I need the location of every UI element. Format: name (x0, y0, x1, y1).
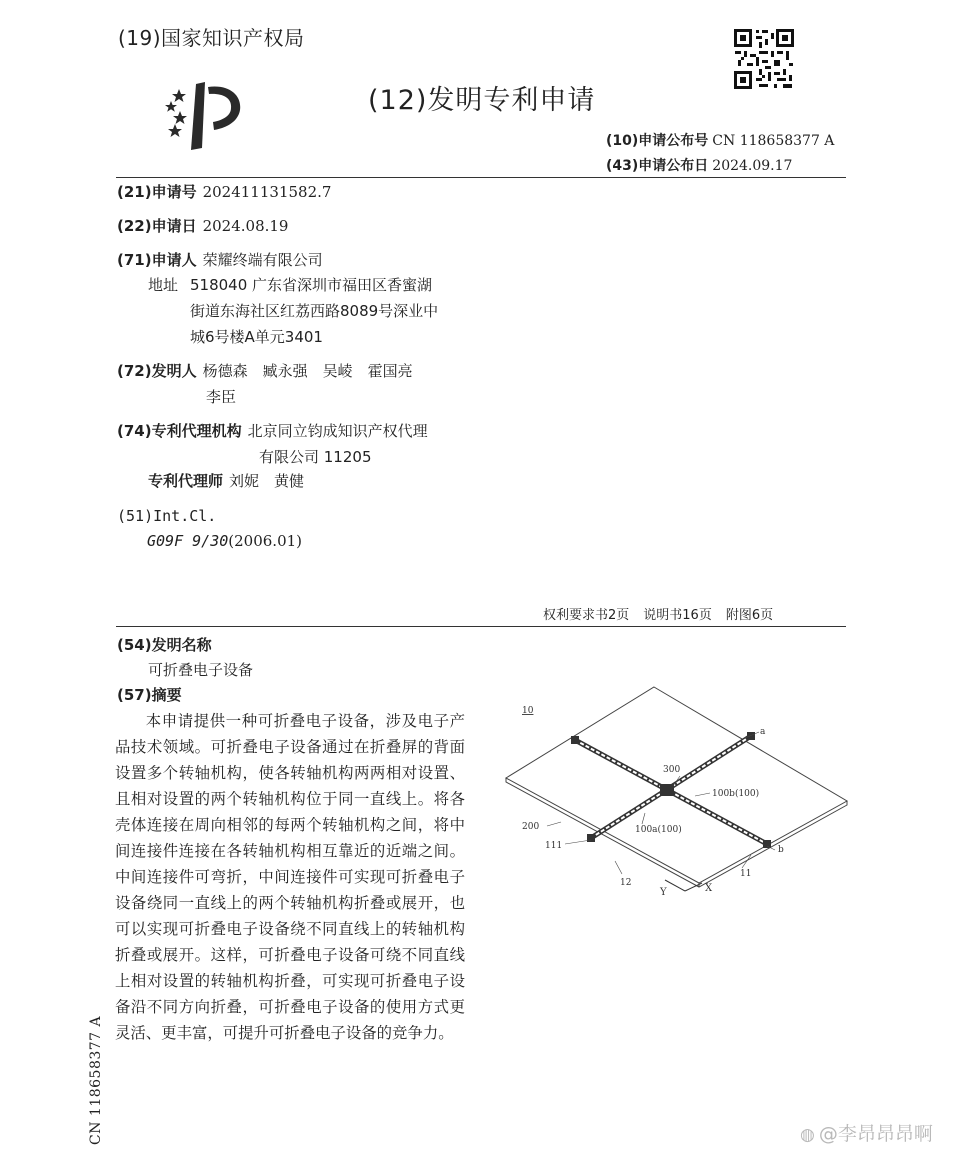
address-line-1: 518040 广东省深圳市福田区香蜜湖 (190, 276, 433, 294)
figure-label-100b: 100b(100) (712, 789, 760, 799)
abstract-heading: (57)摘要 (117, 686, 182, 704)
application-number (117, 179, 331, 205)
inventors-line-2: 李臣 (206, 388, 237, 406)
int-cl-entry (147, 528, 302, 554)
application-date-value: 2024.08.19 (202, 217, 289, 235)
publication-number-value: CN 118658377 A (712, 133, 835, 149)
application-number-value: 202411131582.7 (202, 183, 332, 201)
int-cl-label: (51)Int.Cl. (117, 507, 217, 525)
weibo-watermark (800, 1119, 933, 1146)
address-label: 地址 (148, 276, 179, 294)
side-publication-number: CN 118658377 A (88, 1015, 104, 1145)
publication-date-value: 2024.09.17 (712, 158, 793, 174)
leader-lines (547, 732, 775, 874)
application-date (117, 213, 288, 239)
figure-label-200: 200 (522, 822, 540, 832)
publication-number-label: (10)申请公布号 (606, 133, 709, 149)
weibo-icon: ◍ (800, 1125, 815, 1145)
applicant-label: (71)申请人 (117, 251, 197, 269)
abstract-paragraph: 本申请提供一种可折叠电子设备，涉及电子产品技术领域。可折叠电子设备通过在折叠屏的背面设置多个转轴机构，使各转轴机构两两相对设置、且相对设置的两个转轴机构位于同一直线上。将各壳体连接在周向相邻的每两个转轴机构之间，将中间连接件连接在各转轴机构相互靠近的近端之间。中间连接件可弯折，中间连接件可实现可折叠电子设备绕同一直线上的两个转轴机构折叠或展开，也可以实现可折叠电子设备绕不同直线上的转轴机构折叠或展开。这样，可折叠电子设备可绕不同直线上相对设置的转轴机构折叠，可实现可折叠电子设备沿不同方向折叠，可折叠电子设备的使用方式更灵活、更丰富，可提升可折叠电子设备的竞争力。 (115, 712, 465, 1042)
claims-pages: 权利要求书2页 (543, 608, 630, 623)
int-cl-year: (2006.01) (228, 532, 303, 550)
publication-date-label: (43)申请公布日 (606, 158, 709, 174)
document-type-title: (12)发明专利申请 (368, 85, 596, 116)
address-line-2: 街道东海社区红荔西路8089号深业中 (190, 302, 439, 320)
application-date-label: (22)申请日 (117, 217, 197, 235)
patent-figure (495, 680, 855, 910)
int-cl-code: G09F 9/30 (147, 532, 229, 550)
figure-label-x: X (705, 883, 713, 894)
invention-title-label (117, 632, 212, 658)
figure-label-a: a (760, 727, 766, 737)
figure-label-y: Y (660, 887, 667, 898)
header-divider (116, 177, 846, 178)
invention-title-heading: (54)发明名称 (117, 636, 212, 654)
agent-value: 刘妮 黄健 (229, 472, 305, 490)
device-plate (506, 687, 847, 887)
inventors-label: (72)发明人 (117, 362, 197, 380)
agent (148, 468, 304, 494)
application-number-label: (21)申请号 (117, 183, 197, 201)
agency-line-1: 北京同立钧成知识产权代理 (247, 422, 428, 440)
applicant (117, 247, 323, 273)
page-counts (543, 604, 787, 623)
figure-label-12: 12 (620, 878, 632, 888)
agency-label: (74)专利代理机构 (117, 422, 242, 440)
figure-label-111: 111 (545, 841, 563, 851)
description-pages: 说明书16页 (643, 608, 712, 623)
figure-label-b: b (778, 845, 784, 855)
figure-label-11: 11 (740, 869, 752, 879)
inventors-line-1: 杨德森 臧永强 吴崚 霍国亮 (202, 362, 413, 380)
agency-line-2: 有限公司 11205 (259, 448, 372, 466)
section-divider (116, 626, 846, 627)
qr-code-icon (732, 27, 796, 91)
figure-label-300: 300 (663, 765, 681, 775)
inventors (117, 358, 413, 384)
abstract-body (115, 708, 465, 1046)
publication-number (606, 130, 834, 150)
publication-date (606, 155, 792, 175)
watermark-text: @李昂昂昂啊 (818, 1123, 933, 1145)
address-line-3: 城6号楼A单元3401 (190, 328, 323, 346)
figure-label-10: 10 (522, 706, 534, 716)
cnipa-logo-icon (158, 80, 250, 152)
abstract-label (117, 682, 182, 708)
agent-label: 专利代理师 (148, 472, 224, 490)
invention-title: 可折叠电子设备 (148, 661, 254, 679)
drawings-pages: 附图6页 (725, 608, 774, 623)
agency (117, 418, 428, 444)
applicant-value: 荣耀终端有限公司 (202, 251, 323, 269)
figure-label-100a: 100a(100) (635, 825, 682, 835)
office-name: (19)国家知识产权局 (118, 26, 305, 50)
